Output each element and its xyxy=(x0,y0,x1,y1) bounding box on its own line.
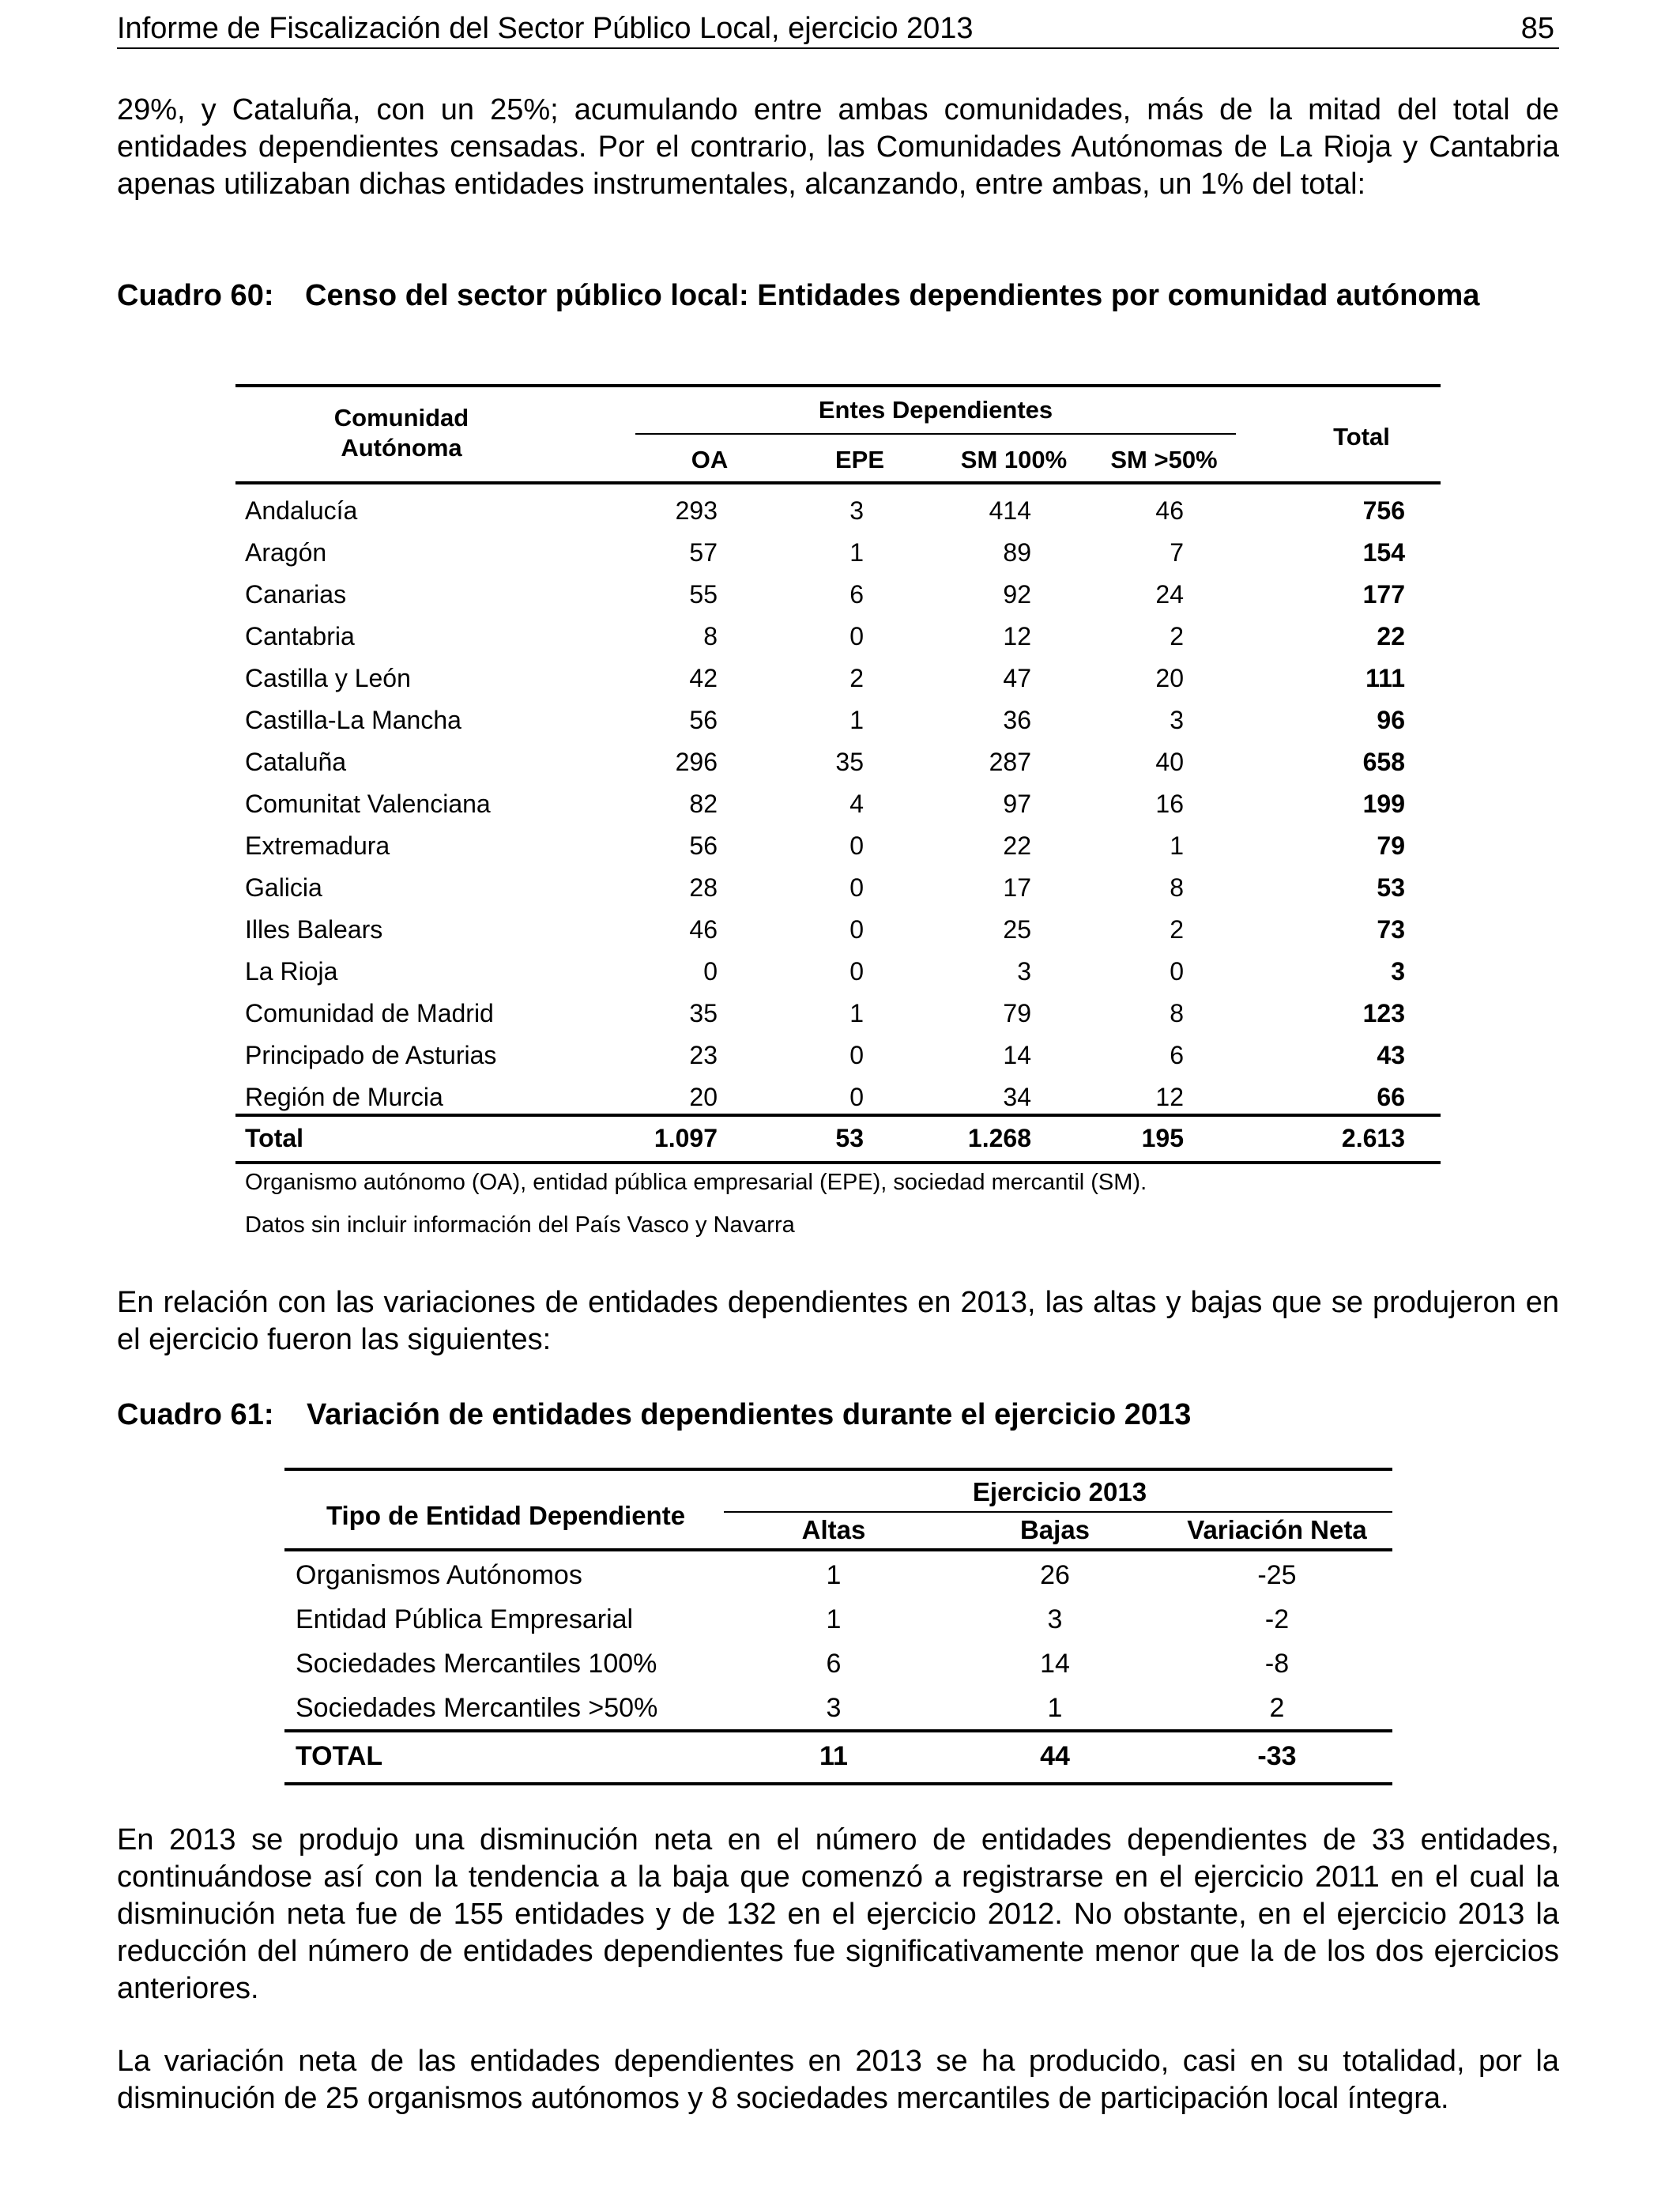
cell-sm100: 22 xyxy=(1003,831,1031,860)
cell-epe: 0 xyxy=(849,915,864,944)
cell-oa: 293 xyxy=(675,496,718,525)
cell-oa: 55 xyxy=(689,580,718,609)
cell-total: 66 xyxy=(1377,1083,1405,1111)
row-name: Galicia xyxy=(245,873,322,902)
table61-row xyxy=(284,1553,1392,1597)
row-name: Cantabria xyxy=(245,622,355,650)
table60-header-sm50: SM >50% xyxy=(1110,446,1218,473)
total-epe: 53 xyxy=(835,1124,864,1152)
paragraph-disminucion: En 2013 se produjo una disminución neta en el número de entidades dependientes de 33 entidades, continuándose así con la tendencia a la baja que comenzó a registrarse en el ejercicio 2011 en el cual la disminución neta fue de 155 entidades y de 132 en el ejercicio 2012. No obstante, en el ejercicio 2013 la reducción del número de entidades dependientes fue significativamente menor que la de los dos ejercicios anteriores. xyxy=(117,1823,1559,2005)
header-ca-line1: Comunidad xyxy=(333,404,469,432)
table60-header-total: Total xyxy=(1333,423,1390,450)
table60-header-sm100: SM 100% xyxy=(960,446,1068,473)
table61-header-neta: Variación Neta xyxy=(1187,1515,1367,1544)
table60-bottom-rule xyxy=(235,1161,1441,1164)
cell-total: 79 xyxy=(1377,831,1405,860)
cell-sm50: 2 xyxy=(1170,915,1184,944)
table60-row xyxy=(235,490,1441,532)
table61-total-top-rule xyxy=(284,1729,1392,1732)
row-name: La Rioja xyxy=(245,957,338,986)
cell-sm50: 1 xyxy=(1170,831,1184,860)
cell-sm100: 97 xyxy=(1003,790,1031,818)
cell-epe: 1 xyxy=(849,706,864,734)
cell-oa: 82 xyxy=(689,790,718,818)
cell-sm100: 79 xyxy=(1003,999,1031,1027)
cell-neta: -8 xyxy=(1264,1649,1290,1679)
table60-row xyxy=(235,993,1441,1035)
cell-sm50: 8 xyxy=(1170,873,1184,902)
row-name: Principado de Asturias xyxy=(245,1041,497,1069)
t61-total-neta: -33 xyxy=(1257,1741,1297,1771)
cell-sm100: 17 xyxy=(1003,873,1031,902)
cell-sm50: 46 xyxy=(1155,496,1184,525)
t61-total-altas: 11 xyxy=(819,1741,848,1771)
table60-label: Cuadro 60: xyxy=(117,279,274,312)
row-name: Aragón xyxy=(245,538,327,567)
cell-total: 199 xyxy=(1362,790,1405,818)
table60-total-row xyxy=(235,1118,1441,1159)
cell-oa: 56 xyxy=(689,831,718,860)
table60-header-ca xyxy=(283,403,520,463)
cell-bajas: 14 xyxy=(1040,1649,1070,1679)
table60-row xyxy=(235,1035,1441,1076)
total-total: 2.613 xyxy=(1341,1124,1405,1152)
header-title: Informe de Fiscalización del Sector Público Local, ejercicio 2013 xyxy=(117,12,974,45)
cell-oa: 56 xyxy=(689,706,718,734)
row-name: Castilla y León xyxy=(245,664,411,692)
table61-bottom-rule xyxy=(284,1782,1392,1785)
cell-sm100: 34 xyxy=(1003,1083,1031,1111)
table60-header-group: Entes Dependientes xyxy=(818,396,1053,424)
row-name: Región de Murcia xyxy=(245,1083,443,1111)
t61-total-bajas: 44 xyxy=(1040,1741,1070,1771)
table61-top-rule xyxy=(284,1468,1392,1471)
cell-epe: 6 xyxy=(849,580,864,609)
table60-title: Censo del sector público local: Entidades dependientes por comunidad autónoma xyxy=(305,279,1480,312)
cell-sm100: 36 xyxy=(1003,706,1031,734)
table60-note1: Organismo autónomo (OA), entidad pública empresarial (EPE), sociedad mercantil (SM). xyxy=(245,1170,1147,1195)
cell-bajas: 3 xyxy=(1047,1604,1063,1634)
table60-row xyxy=(235,741,1441,783)
cell-altas: 3 xyxy=(826,1693,842,1723)
row-name: Canarias xyxy=(245,580,347,609)
cell-oa: 42 xyxy=(689,664,718,692)
table61-group-rule xyxy=(724,1511,1392,1513)
table61-header-tipo: Tipo de Entidad Dependiente xyxy=(326,1501,686,1530)
cell-sm100: 12 xyxy=(1003,622,1031,650)
cell-altas: 1 xyxy=(826,1604,842,1634)
cell-sm100: 89 xyxy=(1003,538,1031,567)
cell-total: 53 xyxy=(1377,873,1405,902)
cell-total: 123 xyxy=(1362,999,1405,1027)
table61-label: Cuadro 61: xyxy=(117,1398,274,1431)
cell-total: 96 xyxy=(1377,706,1405,734)
t61-total-label: TOTAL xyxy=(296,1741,383,1771)
table61-header-bajas: Bajas xyxy=(1019,1515,1090,1544)
total-oa: 1.097 xyxy=(654,1124,718,1152)
table61-header-group: Ejercicio 2013 xyxy=(972,1477,1147,1506)
cell-epe: 1 xyxy=(849,538,864,567)
paragraph-variacion-neta: La variación neta de las entidades dependientes en 2013 se ha producido, casi en su totalidad, por la disminución de 25 organismos autónomos y 8 sociedades mercantiles de participación local íntegra. xyxy=(117,2045,1559,2115)
table61-row xyxy=(284,1686,1392,1730)
table60-group-rule xyxy=(635,433,1236,435)
cell-sm100: 3 xyxy=(1017,957,1031,986)
cell-sm50: 24 xyxy=(1155,580,1184,609)
cell-sm100: 414 xyxy=(989,496,1031,525)
table61-header-altas: Altas xyxy=(801,1515,866,1544)
cell-sm50: 12 xyxy=(1155,1083,1184,1111)
paragraph-intro: 29%, y Cataluña, con un 25%; acumulando entre ambas comunidades, más de la mitad del total de entidades dependientes censadas. Por el contrario, las Comunidades Autónomas de La Rioja y Cantabria apenas utilizaban dichas entidades instrumentales, alcanzando, entre ambas, un 1% del total: xyxy=(117,93,1559,201)
cell-epe: 0 xyxy=(849,957,864,986)
paragraph-variaciones: En relación con las variaciones de entidades dependientes en 2013, las altas y bajas que se produjeron en el ejercicio fueron las siguientes: xyxy=(117,1286,1559,1356)
cell-oa: 35 xyxy=(689,999,718,1027)
cell-epe: 0 xyxy=(849,873,864,902)
header-ca-line2: Autónoma xyxy=(341,434,462,462)
table60-total-top-rule xyxy=(235,1114,1441,1117)
cell-neta: 2 xyxy=(1269,1693,1285,1723)
cell-total: 154 xyxy=(1362,538,1405,567)
cell-total: 22 xyxy=(1377,622,1405,650)
cell-sm100: 47 xyxy=(1003,664,1031,692)
cell-sm100: 287 xyxy=(989,748,1031,776)
cell-epe: 4 xyxy=(849,790,864,818)
total-sm100: 1.268 xyxy=(967,1124,1031,1152)
table60-top-rule xyxy=(235,384,1441,387)
cell-sm50: 2 xyxy=(1170,622,1184,650)
table60-row xyxy=(235,574,1441,616)
row-name: Sociedades Mercantiles 100% xyxy=(296,1649,657,1679)
row-name: Entidad Pública Empresarial xyxy=(296,1604,634,1634)
cell-total: 756 xyxy=(1362,496,1405,525)
cell-epe: 2 xyxy=(849,664,864,692)
cell-sm100: 14 xyxy=(1003,1041,1031,1069)
table60-header-rule xyxy=(235,481,1441,484)
table60-note2: Datos sin incluir información del País Vasco y Navarra xyxy=(245,1212,795,1238)
row-name: Extremadura xyxy=(245,831,390,860)
cell-altas: 1 xyxy=(826,1560,842,1590)
table61-row xyxy=(284,1597,1392,1642)
cell-sm50: 8 xyxy=(1170,999,1184,1027)
row-name: Castilla-La Mancha xyxy=(245,706,461,734)
table60-row xyxy=(235,616,1441,658)
cell-epe: 0 xyxy=(849,1041,864,1069)
table60-row xyxy=(235,825,1441,867)
cell-total: 658 xyxy=(1362,748,1405,776)
cell-sm50: 0 xyxy=(1170,957,1184,986)
cell-sm50: 20 xyxy=(1155,664,1184,692)
cell-neta: -25 xyxy=(1257,1560,1297,1590)
row-name: Illes Balears xyxy=(245,915,383,944)
cell-sm50: 6 xyxy=(1170,1041,1184,1069)
cell-total: 177 xyxy=(1362,580,1405,609)
total-sm50: 195 xyxy=(1141,1124,1184,1152)
cell-oa: 46 xyxy=(689,915,718,944)
row-name: Comunitat Valenciana xyxy=(245,790,491,818)
cell-oa: 296 xyxy=(675,748,718,776)
row-name: Sociedades Mercantiles >50% xyxy=(296,1693,658,1723)
cell-bajas: 26 xyxy=(1040,1560,1070,1590)
cell-epe: 3 xyxy=(849,496,864,525)
row-name: Andalucía xyxy=(245,496,358,525)
table60-row xyxy=(235,867,1441,909)
cell-sm50: 3 xyxy=(1170,706,1184,734)
table60-row xyxy=(235,532,1441,574)
table60-row xyxy=(235,699,1441,741)
table61-total-row xyxy=(284,1734,1392,1778)
cell-sm100: 92 xyxy=(1003,580,1031,609)
cell-epe: 1 xyxy=(849,999,864,1027)
cell-sm50: 7 xyxy=(1170,538,1184,567)
table60-caption xyxy=(117,277,1559,353)
cell-epe: 0 xyxy=(849,1083,864,1111)
cell-sm100: 25 xyxy=(1003,915,1031,944)
cell-total: 3 xyxy=(1391,957,1405,986)
row-name: Cataluña xyxy=(245,748,347,776)
cell-oa: 8 xyxy=(703,622,718,650)
cell-oa: 0 xyxy=(703,957,718,986)
row-name: Organismos Autónomos xyxy=(296,1560,582,1590)
table60-row xyxy=(235,909,1441,951)
page-header xyxy=(117,9,1559,49)
cell-sm50: 40 xyxy=(1155,748,1184,776)
cell-total: 111 xyxy=(1365,664,1405,692)
cell-oa: 23 xyxy=(689,1041,718,1069)
table60-row xyxy=(235,951,1441,993)
table60-header-oa: OA xyxy=(691,446,729,473)
table60-row xyxy=(235,783,1441,825)
cell-total: 43 xyxy=(1377,1041,1405,1069)
cell-epe: 0 xyxy=(849,622,864,650)
table60-header-epe: EPE xyxy=(834,446,885,473)
cell-epe: 35 xyxy=(835,748,864,776)
row-name: Comunidad de Madrid xyxy=(245,999,494,1027)
table60-row xyxy=(235,1076,1441,1118)
table60-row xyxy=(235,658,1441,699)
cell-oa: 20 xyxy=(689,1083,718,1111)
cell-altas: 6 xyxy=(826,1649,842,1679)
cell-epe: 0 xyxy=(849,831,864,860)
table61-header-rule xyxy=(284,1548,1392,1551)
table61-title: Variación de entidades dependientes durante el ejercicio 2013 xyxy=(307,1398,1192,1431)
cell-bajas: 1 xyxy=(1047,1693,1063,1723)
cell-oa: 28 xyxy=(689,873,718,902)
table61-caption xyxy=(117,1397,1559,1434)
table61-row xyxy=(284,1642,1392,1686)
cell-oa: 57 xyxy=(689,538,718,567)
cell-neta: -2 xyxy=(1264,1604,1290,1634)
total-label: Total xyxy=(245,1124,304,1152)
cell-sm50: 16 xyxy=(1155,790,1184,818)
cell-total: 73 xyxy=(1377,915,1405,944)
page-number: 85 xyxy=(1520,12,1554,45)
